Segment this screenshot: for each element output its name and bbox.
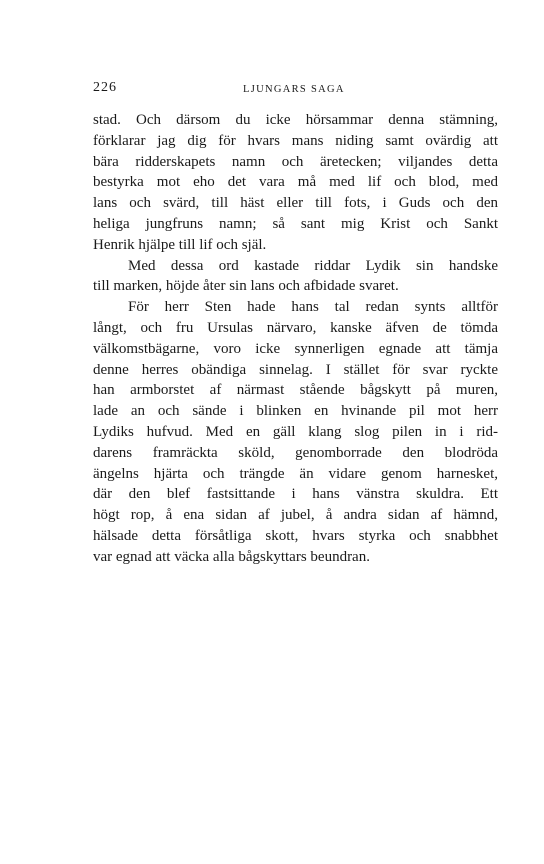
text-line: Henrik hjälpe till lif och själ. xyxy=(93,236,267,253)
text-line: denne herres obändiga sinnelag. I stället för svar ryckte xyxy=(93,361,498,378)
text-line: lans och svärd, till häst eller till fots, i Guds och den xyxy=(93,195,498,212)
page-body-text xyxy=(93,110,498,568)
text-line: Lydiks hufvud. Med en gäll klang slog pilen in i rid- xyxy=(93,423,498,440)
text-line: högt rop, å ena sidan af jubel, å andra sidan af hämnd, xyxy=(93,507,498,524)
text-line: bära ridderskapets namn och äretecken; viljandes detta xyxy=(93,153,498,170)
text-line: stad. Och därsom du icke hörsammar denna stämning, xyxy=(93,112,498,128)
text-line: han armborstet af närmast stående bågskytt på muren, xyxy=(93,382,498,399)
page-number: 226 xyxy=(93,80,117,95)
text-line: långt, och fru Ursulas närvaro, kanske äfven de tömda xyxy=(93,319,498,336)
text-line: hälsade detta försåtliga skott, hvars styrka och snabbhet xyxy=(93,527,498,544)
text-line: förklarar jag dig för hvars mans niding samt ovärdig att xyxy=(93,132,498,149)
text-line: välkomstbägarne, voro icke synnerligen egnade att tämja xyxy=(93,340,498,357)
text-line: darens framräckta sköld, genomborrade den blodröda xyxy=(93,444,498,461)
running-title: LJUNGARS SAGA xyxy=(243,84,345,95)
text-line: där den blef fastsittande i hans vänstra skuldra. Ett xyxy=(93,486,498,503)
text-line: lade an och sände i blinken en hvinande pil mot herr xyxy=(93,403,498,420)
text-line: var egnad att väcka alla bågskyttars beundran. xyxy=(93,548,370,565)
text-line: heliga jungfruns namn; så sant mig Krist och Sankt xyxy=(93,215,498,232)
text-line: bestyrka mot eho det vara må med lif och blod, med xyxy=(93,174,498,191)
paragraph-first-line: Med dessa ord kastade riddar Lydik sin handske xyxy=(128,257,498,274)
text-line: till marken, höjde åter sin lans och afbidade svaret. xyxy=(93,278,399,295)
paragraph-first-line: För herr Sten hade hans tal redan synts alltför xyxy=(128,299,498,316)
text-line: ängelns hjärta och trängde än vidare genom harnesket, xyxy=(93,465,498,482)
